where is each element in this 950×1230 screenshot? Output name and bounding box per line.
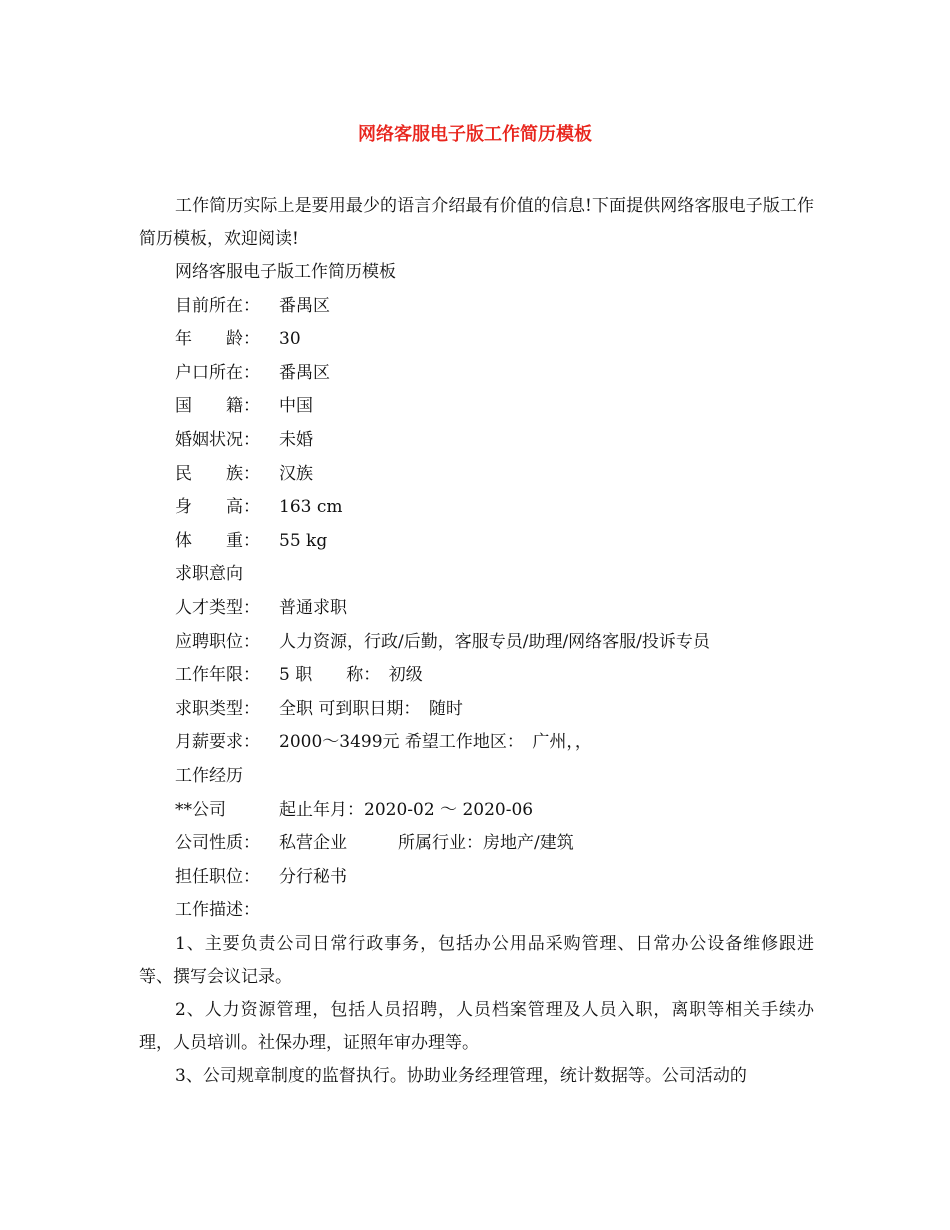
field-label: 户口所在：	[175, 362, 260, 383]
field-value: 起止年月：2020-02 ～ 2020-06	[279, 799, 534, 820]
field-value: 番禺区	[279, 362, 330, 383]
description-item: 3、公司规章制度的监督执行。协助业务经理管理，统计数据等。公司活动的	[175, 1065, 747, 1086]
intent-row-salary	[139, 726, 814, 760]
field-label: 年 龄：	[175, 329, 260, 350]
field-value: 163 cm	[279, 497, 343, 518]
field-value: 30	[279, 329, 301, 350]
document-body	[139, 190, 814, 1093]
field-label: 目前所在：	[175, 295, 260, 316]
work-description-section	[139, 928, 814, 1093]
description-item: 2、人力资源管理，包括人员招聘，人员档案管理及人员入职，离职等相关手续办理，人员培训。社保办理，证照年审办理等。	[139, 999, 814, 1053]
job-intent-section	[139, 592, 814, 760]
personal-row-height	[139, 491, 814, 525]
experience-row-nature	[139, 827, 814, 861]
description-item: 1、主要负责公司日常行政事务，包括办公用品采购管理、日常办公设备维修跟进等、撰写会议记录。	[139, 933, 814, 987]
experience-row-company	[139, 794, 814, 828]
intro-paragraph: 工作简历实际上是要用最少的语言介绍最有价值的信息!下面提供网络客服电子版工作简历模板，欢迎阅读!	[139, 196, 814, 249]
intent-row-talent-type	[139, 592, 814, 626]
field-label: 婚姻状况：	[175, 429, 260, 450]
field-label: 体 重：	[175, 530, 260, 551]
field-value: 分行秘书	[279, 866, 347, 887]
intent-heading: 求职意向	[175, 564, 243, 585]
personal-row-age	[139, 323, 814, 357]
intent-row-job-type	[139, 693, 814, 727]
field-value: 2000～3499元 希望工作地区： 广州，，	[279, 732, 592, 753]
personal-row-marital	[139, 424, 814, 458]
intent-row-years	[139, 659, 814, 693]
field-label: 民 族：	[175, 463, 260, 484]
personal-row-nationality	[139, 390, 814, 424]
field-label: 月薪要求：	[175, 732, 260, 753]
experience-heading: 工作经历	[175, 765, 243, 786]
field-value: 5 职 称： 初级	[279, 665, 423, 686]
field-value: 中国	[279, 396, 313, 417]
field-label: 人才类型：	[175, 597, 260, 618]
field-value: 55 kg	[279, 530, 328, 551]
field-label: 求职类型：	[175, 698, 260, 719]
personal-row-location	[139, 290, 814, 324]
field-value: 汉族	[279, 463, 313, 484]
field-label: 应聘职位：	[175, 631, 260, 652]
field-label: 担任职位：	[175, 866, 260, 887]
experience-row-position	[139, 861, 814, 895]
personal-info-section	[139, 290, 814, 559]
intent-row-position	[139, 626, 814, 660]
field-label: 工作年限：	[175, 665, 260, 686]
field-value: 私营企业 所属行业：房地产/建筑	[279, 833, 574, 854]
field-value: 普通求职	[279, 597, 347, 618]
resume-subtitle: 网络客服电子版工作简历模板	[175, 262, 396, 282]
field-value: 番禺区	[279, 295, 330, 316]
personal-row-ethnicity	[139, 458, 814, 492]
personal-row-hukou	[139, 357, 814, 391]
field-label: 国 籍：	[175, 396, 260, 417]
field-value: 全职 可到职日期： 随时	[279, 698, 463, 719]
field-label: **公司	[175, 799, 226, 820]
field-value: 人力资源，行政/后勤，客服专员/助理/网络客服/投诉专员	[279, 631, 710, 652]
field-label: 身 高：	[175, 497, 260, 518]
document-title: 网络客服电子版工作简历模板	[358, 124, 592, 145]
work-experience-section	[139, 794, 814, 895]
description-heading: 工作描述：	[175, 900, 260, 921]
field-label: 公司性质：	[175, 833, 260, 854]
personal-row-weight	[139, 525, 814, 559]
field-value: 未婚	[279, 429, 313, 450]
